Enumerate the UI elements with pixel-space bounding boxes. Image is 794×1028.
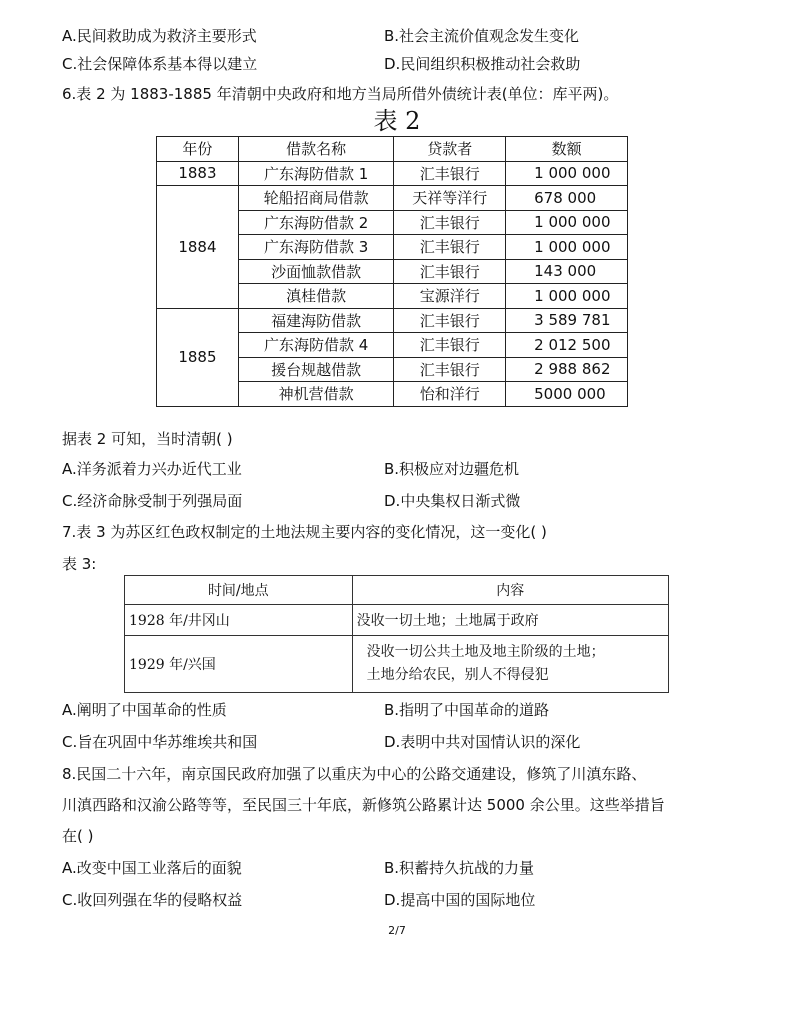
loan-name-cell: 广东海防借款 3 bbox=[238, 235, 394, 260]
q8-stem-line-2: 川滇西路和汉渝公路等等，至民国三十年底，新修筑公路累计达 5000 余公里。这些举措旨 bbox=[62, 796, 665, 814]
table-header-row bbox=[125, 576, 669, 605]
amount-cell: 1 000 000 bbox=[506, 235, 628, 260]
table-3-label: 表 3: bbox=[62, 555, 97, 573]
loan-name-cell: 神机营借款 bbox=[238, 382, 394, 407]
time-place-cell: 1929 年/兴国 bbox=[125, 636, 353, 693]
lender-cell: 汇丰银行 bbox=[394, 161, 506, 186]
loan-name-cell: 广东海防借款 1 bbox=[238, 161, 394, 186]
header-year: 年份 bbox=[157, 137, 239, 162]
q7-option-a: A.阐明了中国革命的性质 bbox=[62, 701, 227, 719]
q8-option-c: C.收回列强在华的侵略权益 bbox=[62, 891, 243, 909]
year-cell: 1885 bbox=[157, 308, 239, 406]
amount-cell: 5000 000 bbox=[506, 382, 628, 407]
q6-option-d: D.中央集权日渐式微 bbox=[384, 492, 521, 510]
time-place-cell: 1928 年/井冈山 bbox=[125, 605, 353, 636]
content-line: 土地分给农民，别人不得侵犯 bbox=[366, 667, 549, 683]
content-line: 没收一切公共土地及地主阶级的土地； bbox=[366, 644, 605, 660]
lender-cell: 天祥等洋行 bbox=[394, 186, 506, 211]
q7-option-d: D.表明中共对国情认识的深化 bbox=[384, 733, 581, 751]
amount-cell: 2 012 500 bbox=[506, 333, 628, 358]
table-row bbox=[157, 308, 628, 333]
lender-cell: 怡和洋行 bbox=[394, 382, 506, 407]
header-amount: 数额 bbox=[506, 137, 628, 162]
table-row bbox=[125, 605, 669, 636]
amount-cell: 1 000 000 bbox=[506, 161, 628, 186]
q5-option-a: A.民间救助成为救济主要形式 bbox=[62, 27, 257, 45]
lender-cell: 汇丰银行 bbox=[394, 235, 506, 260]
amount-cell: 1 000 000 bbox=[506, 284, 628, 309]
q5-option-c: C.社会保障体系基本得以建立 bbox=[62, 55, 258, 73]
q7-option-b: B.指明了中国革命的道路 bbox=[384, 701, 550, 719]
table-row bbox=[157, 186, 628, 211]
loan-name-cell: 广东海防借款 4 bbox=[238, 333, 394, 358]
q6-option-a: A.洋务派着力兴办近代工业 bbox=[62, 460, 242, 478]
loan-table bbox=[156, 136, 628, 407]
q7-option-c: C.旨在巩固中华苏维埃共和国 bbox=[62, 733, 258, 751]
page-number: 2/7 bbox=[388, 924, 406, 937]
q6-question: 据表 2 可知，当时清朝( ) bbox=[62, 430, 233, 448]
q8-option-a: A.改变中国工业落后的面貌 bbox=[62, 859, 242, 877]
content-cell bbox=[352, 636, 668, 693]
header-time-place: 时间/地点 bbox=[125, 576, 353, 605]
lender-cell: 宝源洋行 bbox=[394, 284, 506, 309]
q7-stem: 7.表 3 为苏区红色政权制定的土地法规主要内容的变化情况，这一变化( ) bbox=[62, 523, 547, 541]
loan-name-cell: 援台规越借款 bbox=[238, 357, 394, 382]
q6-option-c: C.经济命脉受制于列强局面 bbox=[62, 492, 243, 510]
q8-option-b: B.积蓄持久抗战的力量 bbox=[384, 859, 535, 877]
content-cell: 没收一切土地；土地属于政府 bbox=[352, 605, 668, 636]
q6-stem: 6.表 2 为 1883-1885 年清朝中央政府和地方当局所借外债统计表(单位：库平两)。 bbox=[62, 85, 619, 103]
loan-name-cell: 沙面恤款借款 bbox=[238, 259, 394, 284]
lender-cell: 汇丰银行 bbox=[394, 357, 506, 382]
land-law-table bbox=[124, 575, 669, 693]
q8-option-d: D.提高中国的国际地位 bbox=[384, 891, 536, 909]
amount-cell: 678 000 bbox=[506, 186, 628, 211]
loan-name-cell: 轮船招商局借款 bbox=[238, 186, 394, 211]
lender-cell: 汇丰银行 bbox=[394, 333, 506, 358]
table-row bbox=[157, 161, 628, 186]
q5-option-d: D.民间组织积极推动社会救助 bbox=[384, 55, 581, 73]
table-row bbox=[125, 636, 669, 693]
amount-cell: 3 589 781 bbox=[506, 308, 628, 333]
year-cell: 1883 bbox=[157, 161, 239, 186]
year-cell: 1884 bbox=[157, 186, 239, 309]
q8-stem-line-1: 8.民国二十六年，南京国民政府加强了以重庆为中心的公路交通建设，修筑了川滇东路、 bbox=[62, 765, 647, 783]
loan-name-cell: 滇桂借款 bbox=[238, 284, 394, 309]
q8-stem-line-3: 在( ) bbox=[62, 827, 94, 845]
amount-cell: 1 000 000 bbox=[506, 210, 628, 235]
loan-name-cell: 广东海防借款 2 bbox=[238, 210, 394, 235]
amount-cell: 2 988 862 bbox=[506, 357, 628, 382]
loan-name-cell: 福建海防借款 bbox=[238, 308, 394, 333]
amount-cell: 143 000 bbox=[506, 259, 628, 284]
q5-option-b: B.社会主流价值观念发生变化 bbox=[384, 27, 580, 45]
header-content: 内容 bbox=[352, 576, 668, 605]
lender-cell: 汇丰银行 bbox=[394, 259, 506, 284]
header-lender: 贷款者 bbox=[394, 137, 506, 162]
table-2-title: 表 2 bbox=[373, 107, 421, 135]
table-header-row bbox=[157, 137, 628, 162]
lender-cell: 汇丰银行 bbox=[394, 308, 506, 333]
q6-option-b: B.积极应对边疆危机 bbox=[384, 460, 520, 478]
header-loan-name: 借款名称 bbox=[238, 137, 394, 162]
lender-cell: 汇丰银行 bbox=[394, 210, 506, 235]
